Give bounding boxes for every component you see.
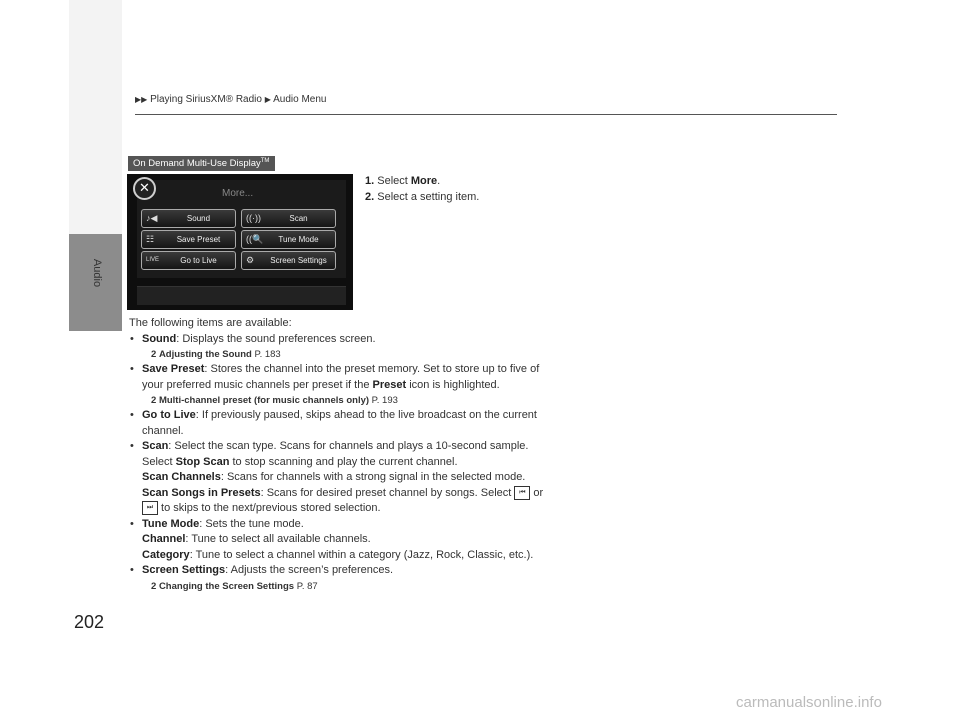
scan-button: ((·)) Scan <box>241 209 336 228</box>
settings-icon: ⚙ <box>246 255 255 265</box>
page-number: 202 <box>74 612 105 632</box>
breadcrumb-arrow-icon: ▶ <box>264 95 271 104</box>
item-sound: • Sound: Displays the sound preferences screen. <box>129 332 689 348</box>
cross-reference-link[interactable]: 2 Adjusting the Sound P. 183 <box>151 349 281 360</box>
screen-bottom-bar <box>137 286 346 305</box>
screen-title: More... <box>222 188 254 199</box>
item-descriptions <box>129 316 689 594</box>
cross-reference-link[interactable]: 2 Changing the Screen Settings P. 87 <box>151 580 318 592</box>
tune-mode-button: ((🔍 Tune Mode <box>241 230 336 249</box>
watermark: carmanualsonline.info <box>736 694 882 711</box>
breadcrumb-item: Audio Menu <box>273 94 327 105</box>
reference-arrow-icon: 2 <box>151 395 157 406</box>
scan-icon: ((·)) <box>246 213 261 223</box>
item-scan: • Scan: Select the scan type. Scans for channels and plays a 10-second sample. <box>129 439 689 455</box>
steps <box>365 173 479 205</box>
sidebar-decoration <box>69 0 122 236</box>
item-save-preset: • Save Preset: Stores the channel into the preset memory. Set to store up to five of <box>129 362 689 378</box>
skip-back-icon: ⏮ <box>514 486 530 500</box>
item-channel: Channel: Tune to select all available channels. <box>142 533 371 545</box>
item-scan-songs: Scan Songs in Presets: Scans for desired preset channel by songs. Select ⏮ or <box>142 486 544 499</box>
item-save-preset-cont: your preferred music channels per preset if the Preset icon is highlighted. <box>142 378 500 391</box>
display-screenshot <box>127 174 353 310</box>
screen-settings-button: ⚙ Screen Settings <box>241 251 336 270</box>
item-go-to-live-cont: channel. <box>142 424 184 437</box>
tune-icon: ((🔍 <box>246 234 264 244</box>
item-scan-channels: Scan Channels: Scans for channels with a strong signal in the selected mode. <box>142 471 526 483</box>
step-1: 1. Select More. <box>365 175 441 187</box>
reference-arrow-icon: 2 <box>151 580 157 592</box>
preset-icon: ☷ <box>146 234 155 244</box>
section-tab-label: Audio <box>91 258 103 288</box>
intro-text: The following items are available: <box>129 317 292 329</box>
music-note-icon: ♪◀ <box>146 213 158 223</box>
save-preset-button: ☷ Save Preset <box>141 230 236 249</box>
sound-button: ♪◀ Sound <box>141 209 236 228</box>
reference-arrow-icon: 2 <box>151 349 157 360</box>
go-to-live-button: LIVE Go to Live <box>141 251 236 270</box>
item-category: Category: Tune to select a channel within a category (Jazz, Rock, Classic, etc.). <box>142 548 534 561</box>
header-rule <box>135 114 837 115</box>
close-icon: ✕ <box>133 177 156 200</box>
item-tune-mode: • Tune Mode: Sets the tune mode. <box>129 517 689 533</box>
cross-reference-link[interactable]: 2 Multi-channel preset (for music channels only) P. 193 <box>151 395 398 406</box>
item-screen-settings: • Screen Settings: Adjusts the screen’s preferences. <box>129 563 689 579</box>
step-2: 2. Select a setting item. <box>365 191 480 203</box>
live-icon: LIVE <box>146 257 160 263</box>
item-scan-songs-cont: ⏭ to skips to the next/previous stored selection. <box>129 501 689 517</box>
display-tag: On Demand Multi-Use Display™ <box>128 156 275 171</box>
breadcrumb <box>135 94 327 105</box>
item-go-to-live: • Go to Live: If previously paused, skips ahead to the live broadcast on the current <box>129 408 689 424</box>
skip-forward-icon: ⏭ <box>142 501 158 515</box>
breadcrumb-item: Playing SiriusXM® Radio <box>150 94 262 105</box>
item-scan-stop: Select Stop Scan to stop scanning and play the current channel. <box>142 455 458 468</box>
breadcrumb-arrow-icon: ▶▶ <box>135 95 148 104</box>
